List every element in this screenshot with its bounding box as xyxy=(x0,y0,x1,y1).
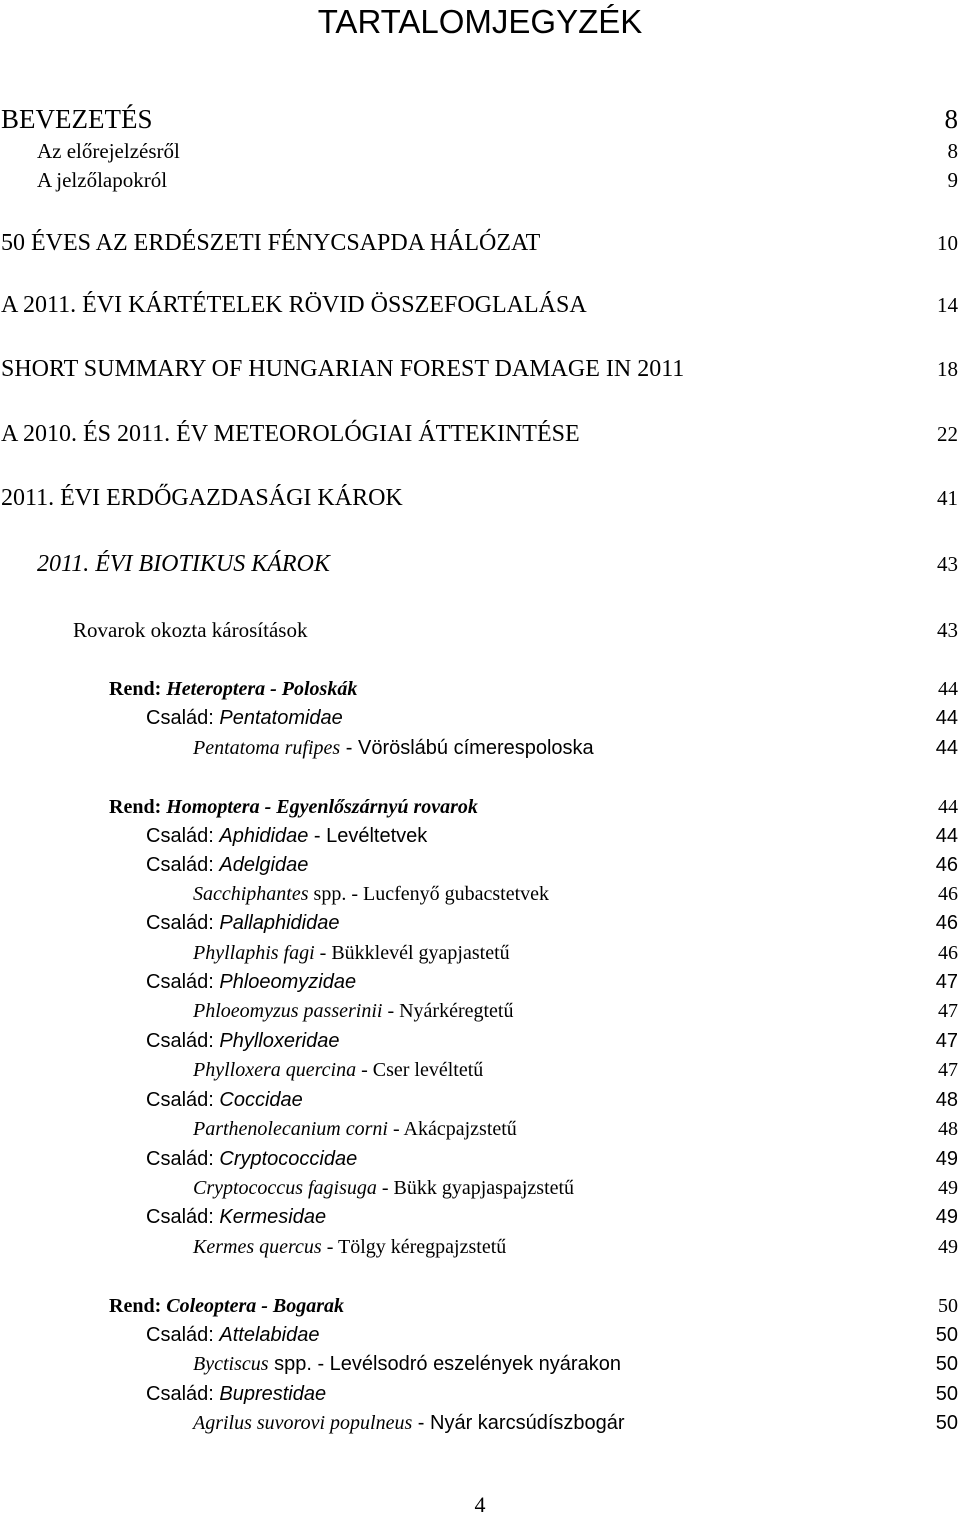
toc-entry-page: 47 xyxy=(935,971,958,993)
toc-entry-label: A jelzőlapokról xyxy=(37,168,168,192)
toc-entry-page: 49 xyxy=(938,1236,958,1258)
toc-entry-page: 46 xyxy=(935,912,958,934)
toc-entry-label: SHORT SUMMARY OF HUNGARIAN FOREST DAMAGE IN 2011 xyxy=(1,356,685,382)
toc-entry-label: Család: Buprestidae xyxy=(146,1383,327,1405)
toc-entry-label: Család: Pallaphididae xyxy=(146,912,340,934)
toc-entry-page: 8 xyxy=(947,139,958,163)
toc-entry-page: 46 xyxy=(935,854,958,876)
toc-entry-label: Rend: Coleoptera - Bogarak xyxy=(109,1295,345,1317)
toc-entry-label: Kermes quercus - Tölgy kéregpajzstetű xyxy=(193,1236,507,1258)
toc-entry-page: 50 xyxy=(935,1324,958,1346)
toc-entry-label: Agrilus suvorovi populneus - Nyár karcsúdíszbogár xyxy=(193,1412,625,1434)
toc-entry-page: 48 xyxy=(935,1089,958,1111)
toc-entry-page: 41 xyxy=(937,486,958,510)
toc-entry-label: Család: Attelabidae xyxy=(146,1324,320,1346)
toc-entry-page: 8 xyxy=(944,104,958,134)
toc-entry-page: 22 xyxy=(937,422,958,446)
toc-entry-label: 2011. ÉVI ERDŐGAZDASÁGI KÁROK xyxy=(1,485,403,511)
toc-entry-page: 47 xyxy=(938,1000,958,1022)
toc-entry-label: Phloeomyzus passerinii - Nyárkéregtetű xyxy=(193,1000,514,1022)
toc-entry-label: Cryptococcus fagisuga - Bükk gyapjaspajzstetű xyxy=(193,1177,575,1199)
toc-entry-page: 44 xyxy=(938,678,958,700)
toc-entry-label: Phyllaphis fagi - Bükklevél gyapjastetű xyxy=(193,942,510,964)
toc-entry-page: 44 xyxy=(935,825,958,847)
toc-entry-label: Család: Coccidae xyxy=(146,1089,303,1111)
toc-entry-page: 49 xyxy=(935,1148,958,1170)
toc-entry-page: 43 xyxy=(937,552,958,576)
toc-entry-label: Sacchiphantes spp. - Lucfenyő gubacstetvek xyxy=(193,883,550,905)
toc-entry-label: A 2010. ÉS 2011. ÉV METEOROLÓGIAI ÁTTEKINTÉSE xyxy=(1,421,580,447)
page-number: 4 xyxy=(474,1492,486,1517)
toc-entry-page: 46 xyxy=(938,942,958,964)
toc-entry-page: 44 xyxy=(935,737,958,759)
toc-entry-label: Család: Phylloxeridae xyxy=(146,1030,340,1052)
toc-entry-label: A 2011. ÉVI KÁRTÉTELEK RÖVID ÖSSZEFOGLALÁSA xyxy=(1,292,587,318)
toc-entry-label: 50 ÉVES AZ ERDÉSZETI FÉNYCSAPDA HÁLÓZAT xyxy=(1,230,541,256)
document-title: TARTALOMJEGYZÉK xyxy=(317,3,643,40)
toc-entry-page: 14 xyxy=(937,293,958,317)
toc-entry-page: 43 xyxy=(937,618,958,642)
toc-entry-label: Parthenolecanium corni - Akácpajzstetű xyxy=(193,1118,517,1140)
toc-entry-page: 50 xyxy=(935,1353,958,1375)
toc-entry-label: Család: Pentatomidae xyxy=(146,707,343,729)
toc-entry-page: 44 xyxy=(935,707,958,729)
toc-entry-label: Rovarok okozta károsítások xyxy=(73,618,308,642)
toc-entry-label: Család: Aphididae - Levéltetvek xyxy=(146,825,428,847)
toc-entry-label: Család: Phloeomyzidae xyxy=(146,971,357,993)
toc-entry-label: Byctiscus spp. - Levélsodró eszelények nyárakon xyxy=(193,1353,621,1375)
toc-entry-page: 50 xyxy=(938,1295,958,1317)
toc-entry-page: 46 xyxy=(938,883,958,905)
toc-entry-label: Pentatoma rufipes - Vöröslábú címerespoloska xyxy=(193,737,594,759)
toc-entry-page: 47 xyxy=(938,1059,958,1081)
toc-entry-page: 44 xyxy=(938,796,958,818)
toc-entry-label: Phylloxera quercina - Cser levéltetű xyxy=(193,1059,484,1081)
toc-entry-page: 48 xyxy=(938,1118,958,1140)
toc-entry-label: Rend: Homoptera - Egyenlőszárnyú rovarok xyxy=(109,796,478,818)
toc-entry-page: 50 xyxy=(935,1383,958,1405)
toc-entry-label: Rend: Heteroptera - Poloskák xyxy=(109,678,358,700)
toc-entry-page: 47 xyxy=(935,1030,958,1052)
toc-entry-label: 2011. ÉVI BIOTIKUS KÁROK xyxy=(37,551,330,577)
toc-entry-label: Család: Cryptococcidae xyxy=(146,1148,358,1170)
toc-entry-page: 49 xyxy=(938,1177,958,1199)
toc-entry-page: 49 xyxy=(935,1206,958,1228)
toc-entry-label: Az előrejelzésről xyxy=(37,139,180,163)
toc-entry-label: Család: Adelgidae xyxy=(146,854,309,876)
toc-entry-page: 50 xyxy=(935,1412,958,1434)
toc-entry-label: BEVEZETÉS xyxy=(1,104,153,134)
toc-entry-page: 18 xyxy=(937,357,958,381)
toc-entry-label: Család: Kermesidae xyxy=(146,1206,327,1228)
toc-entry-page: 9 xyxy=(947,168,958,192)
toc-entry-page: 10 xyxy=(937,231,958,255)
